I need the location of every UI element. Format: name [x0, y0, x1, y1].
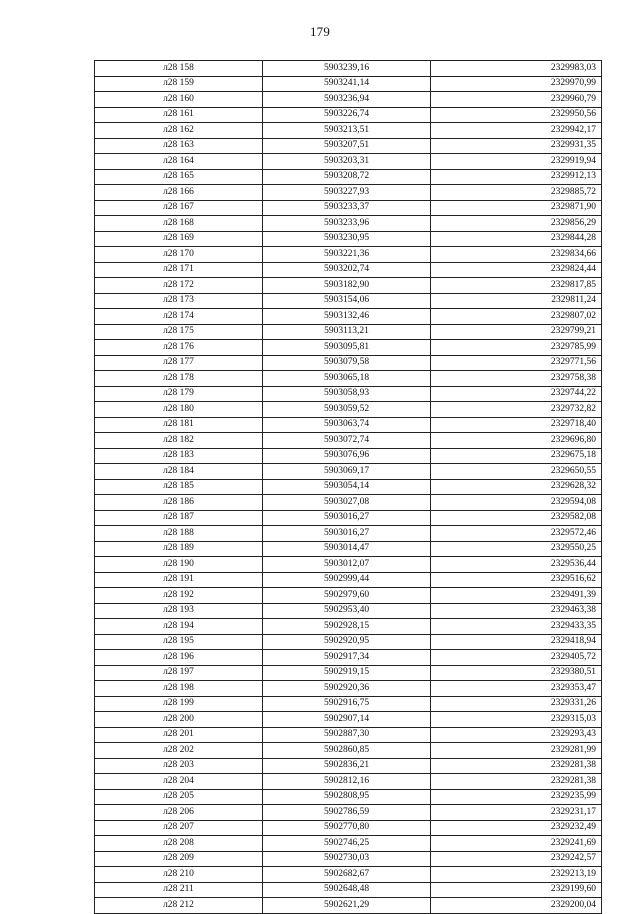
table-row [95, 743, 602, 759]
table-row [95, 634, 602, 650]
point-id-cell: л28 167 [95, 200, 263, 216]
point-id-cell: л28 161 [95, 107, 263, 123]
point-id-cell: л28 158 [95, 61, 263, 77]
x-coordinate-cell: 5903239,16 [263, 61, 431, 77]
point-id-cell: л28 183 [95, 448, 263, 464]
y-coordinate-cell: 2329834,66 [431, 247, 602, 263]
point-id-cell: л28 184 [95, 464, 263, 480]
x-coordinate-cell: 5902979,60 [263, 588, 431, 604]
x-coordinate-cell: 5903236,94 [263, 92, 431, 108]
table-row [95, 572, 602, 588]
x-coordinate-cell: 5903054,14 [263, 479, 431, 495]
point-id-cell: л28 203 [95, 758, 263, 774]
y-coordinate-cell: 2329950,56 [431, 107, 602, 123]
point-id-cell: л28 175 [95, 324, 263, 340]
y-coordinate-cell: 2329912,13 [431, 169, 602, 185]
y-coordinate-cell: 2329353,47 [431, 681, 602, 697]
x-coordinate-cell: 5903154,06 [263, 293, 431, 309]
y-coordinate-cell: 2329200,04 [431, 898, 602, 914]
point-id-cell: л28 181 [95, 417, 263, 433]
y-coordinate-cell: 2329771,56 [431, 355, 602, 371]
point-id-cell: л28 209 [95, 851, 263, 867]
table-row [95, 603, 602, 619]
y-coordinate-cell: 2329628,32 [431, 479, 602, 495]
point-id-cell: л28 198 [95, 681, 263, 697]
x-coordinate-cell: 5903241,14 [263, 76, 431, 92]
y-coordinate-cell: 2329919,94 [431, 154, 602, 170]
table-row [95, 293, 602, 309]
point-id-cell: л28 169 [95, 231, 263, 247]
point-id-cell: л28 210 [95, 867, 263, 883]
y-coordinate-cell: 2329572,46 [431, 526, 602, 542]
y-coordinate-cell: 2329235,99 [431, 789, 602, 805]
x-coordinate-cell: 5903014,47 [263, 541, 431, 557]
y-coordinate-cell: 2329785,99 [431, 340, 602, 356]
x-coordinate-cell: 5902907,14 [263, 712, 431, 728]
point-id-cell: л28 189 [95, 541, 263, 557]
y-coordinate-cell: 2329960,79 [431, 92, 602, 108]
point-id-cell: л28 212 [95, 898, 263, 914]
x-coordinate-cell: 5903059,52 [263, 402, 431, 418]
x-coordinate-cell: 5903069,17 [263, 464, 431, 480]
y-coordinate-cell: 2329871,90 [431, 200, 602, 216]
table-row [95, 107, 602, 123]
x-coordinate-cell: 5903182,90 [263, 278, 431, 294]
point-id-cell: л28 200 [95, 712, 263, 728]
x-coordinate-cell: 5903012,07 [263, 557, 431, 573]
x-coordinate-cell: 5903016,27 [263, 526, 431, 542]
coordinates-table-body [95, 61, 602, 914]
point-id-cell: л28 160 [95, 92, 263, 108]
table-row [95, 76, 602, 92]
point-id-cell: л28 173 [95, 293, 263, 309]
y-coordinate-cell: 2329550,25 [431, 541, 602, 557]
table-row [95, 371, 602, 387]
y-coordinate-cell: 2329433,35 [431, 619, 602, 635]
x-coordinate-cell: 5902916,75 [263, 696, 431, 712]
x-coordinate-cell: 5902621,29 [263, 898, 431, 914]
point-id-cell: л28 180 [95, 402, 263, 418]
x-coordinate-cell: 5902746,25 [263, 836, 431, 852]
table-row [95, 758, 602, 774]
y-coordinate-cell: 2329241,69 [431, 836, 602, 852]
x-coordinate-cell: 5902860,85 [263, 743, 431, 759]
y-coordinate-cell: 2329491,39 [431, 588, 602, 604]
x-coordinate-cell: 5902953,40 [263, 603, 431, 619]
table-row [95, 185, 602, 201]
y-coordinate-cell: 2329856,29 [431, 216, 602, 232]
y-coordinate-cell: 2329293,43 [431, 727, 602, 743]
x-coordinate-cell: 5903227,93 [263, 185, 431, 201]
table-row [95, 200, 602, 216]
point-id-cell: л28 193 [95, 603, 263, 619]
table-row [95, 588, 602, 604]
y-coordinate-cell: 2329758,38 [431, 371, 602, 387]
point-id-cell: л28 166 [95, 185, 263, 201]
y-coordinate-cell: 2329281,38 [431, 774, 602, 790]
y-coordinate-cell: 2329315,03 [431, 712, 602, 728]
y-coordinate-cell: 2329675,18 [431, 448, 602, 464]
x-coordinate-cell: 5903202,74 [263, 262, 431, 278]
x-coordinate-cell: 5903221,36 [263, 247, 431, 263]
point-id-cell: л28 179 [95, 386, 263, 402]
y-coordinate-cell: 2329242,57 [431, 851, 602, 867]
x-coordinate-cell: 5903203,31 [263, 154, 431, 170]
point-id-cell: л28 178 [95, 371, 263, 387]
y-coordinate-cell: 2329931,35 [431, 138, 602, 154]
y-coordinate-cell: 2329582,08 [431, 510, 602, 526]
y-coordinate-cell: 2329516,62 [431, 572, 602, 588]
point-id-cell: л28 174 [95, 309, 263, 325]
table-row [95, 247, 602, 263]
x-coordinate-cell: 5902682,67 [263, 867, 431, 883]
x-coordinate-cell: 5903113,21 [263, 324, 431, 340]
y-coordinate-cell: 2329744,22 [431, 386, 602, 402]
point-id-cell: л28 168 [95, 216, 263, 232]
point-id-cell: л28 195 [95, 634, 263, 650]
point-id-cell: л28 196 [95, 650, 263, 666]
y-coordinate-cell: 2329232,49 [431, 820, 602, 836]
table-row [95, 712, 602, 728]
table-row [95, 262, 602, 278]
table-row [95, 650, 602, 666]
table-row [95, 417, 602, 433]
y-coordinate-cell: 2329732,82 [431, 402, 602, 418]
point-id-cell: л28 177 [95, 355, 263, 371]
page-number: 179 [309, 24, 331, 39]
y-coordinate-cell: 2329405,72 [431, 650, 602, 666]
table-row [95, 61, 602, 77]
x-coordinate-cell: 5903063,74 [263, 417, 431, 433]
table-row [95, 557, 602, 573]
x-coordinate-cell: 5903233,96 [263, 216, 431, 232]
table-row [95, 727, 602, 743]
table-row [95, 805, 602, 821]
x-coordinate-cell: 5903208,72 [263, 169, 431, 185]
table-row [95, 402, 602, 418]
y-coordinate-cell: 2329331,26 [431, 696, 602, 712]
y-coordinate-cell: 2329199,60 [431, 882, 602, 898]
x-coordinate-cell: 5902919,15 [263, 665, 431, 681]
table-row [95, 448, 602, 464]
y-coordinate-cell: 2329970,99 [431, 76, 602, 92]
x-coordinate-cell: 5902920,36 [263, 681, 431, 697]
y-coordinate-cell: 2329281,99 [431, 743, 602, 759]
table-row [95, 479, 602, 495]
point-id-cell: л28 199 [95, 696, 263, 712]
point-id-cell: л28 182 [95, 433, 263, 449]
x-coordinate-cell: 5902836,21 [263, 758, 431, 774]
y-coordinate-cell: 2329650,55 [431, 464, 602, 480]
table-row [95, 898, 602, 914]
x-coordinate-cell: 5902770,80 [263, 820, 431, 836]
y-coordinate-cell: 2329799,21 [431, 324, 602, 340]
table-row [95, 355, 602, 371]
point-id-cell: л28 201 [95, 727, 263, 743]
x-coordinate-cell: 5903065,18 [263, 371, 431, 387]
point-id-cell: л28 202 [95, 743, 263, 759]
y-coordinate-cell: 2329817,85 [431, 278, 602, 294]
x-coordinate-cell: 5902808,95 [263, 789, 431, 805]
table-row [95, 882, 602, 898]
y-coordinate-cell: 2329231,17 [431, 805, 602, 821]
x-coordinate-cell: 5903207,51 [263, 138, 431, 154]
table-row [95, 495, 602, 511]
x-coordinate-cell: 5903016,27 [263, 510, 431, 526]
x-coordinate-cell: 5902786,59 [263, 805, 431, 821]
y-coordinate-cell: 2329824,44 [431, 262, 602, 278]
point-id-cell: л28 176 [95, 340, 263, 356]
y-coordinate-cell: 2329811,24 [431, 293, 602, 309]
point-id-cell: л28 211 [95, 882, 263, 898]
table-row [95, 665, 602, 681]
table-row [95, 154, 602, 170]
point-id-cell: л28 162 [95, 123, 263, 139]
table-row [95, 541, 602, 557]
x-coordinate-cell: 5902812,16 [263, 774, 431, 790]
point-id-cell: л28 172 [95, 278, 263, 294]
point-id-cell: л28 171 [95, 262, 263, 278]
x-coordinate-cell: 5903079,58 [263, 355, 431, 371]
x-coordinate-cell: 5903230,95 [263, 231, 431, 247]
table-row [95, 309, 602, 325]
x-coordinate-cell: 5902917,34 [263, 650, 431, 666]
y-coordinate-cell: 2329696,80 [431, 433, 602, 449]
x-coordinate-cell: 5903072,74 [263, 433, 431, 449]
table-row [95, 510, 602, 526]
table-row [95, 789, 602, 805]
point-id-cell: л28 204 [95, 774, 263, 790]
point-id-cell: л28 187 [95, 510, 263, 526]
y-coordinate-cell: 2329463,38 [431, 603, 602, 619]
table-row [95, 851, 602, 867]
x-coordinate-cell: 5902648,48 [263, 882, 431, 898]
table-row [95, 231, 602, 247]
y-coordinate-cell: 2329885,72 [431, 185, 602, 201]
point-id-cell: л28 188 [95, 526, 263, 542]
y-coordinate-cell: 2329536,44 [431, 557, 602, 573]
y-coordinate-cell: 2329380,51 [431, 665, 602, 681]
point-id-cell: л28 159 [95, 76, 263, 92]
table-row [95, 867, 602, 883]
x-coordinate-cell: 5902730,03 [263, 851, 431, 867]
point-id-cell: л28 191 [95, 572, 263, 588]
x-coordinate-cell: 5903058,93 [263, 386, 431, 402]
point-id-cell: л28 206 [95, 805, 263, 821]
table-row [95, 123, 602, 139]
x-coordinate-cell: 5903213,51 [263, 123, 431, 139]
table-row [95, 169, 602, 185]
table-row [95, 681, 602, 697]
table-row [95, 820, 602, 836]
coordinates-table [94, 60, 602, 914]
y-coordinate-cell: 2329718,40 [431, 417, 602, 433]
x-coordinate-cell: 5903076,96 [263, 448, 431, 464]
point-id-cell: л28 165 [95, 169, 263, 185]
point-id-cell: л28 208 [95, 836, 263, 852]
point-id-cell: л28 207 [95, 820, 263, 836]
table-row [95, 216, 602, 232]
table-row [95, 138, 602, 154]
y-coordinate-cell: 2329942,17 [431, 123, 602, 139]
point-id-cell: л28 164 [95, 154, 263, 170]
x-coordinate-cell: 5902928,15 [263, 619, 431, 635]
table-row [95, 619, 602, 635]
table-row [95, 774, 602, 790]
x-coordinate-cell: 5903226,74 [263, 107, 431, 123]
x-coordinate-cell: 5902920,95 [263, 634, 431, 650]
table-row [95, 340, 602, 356]
point-id-cell: л28 163 [95, 138, 263, 154]
table-row [95, 92, 602, 108]
point-id-cell: л28 190 [95, 557, 263, 573]
x-coordinate-cell: 5903027,08 [263, 495, 431, 511]
table-row [95, 836, 602, 852]
point-id-cell: л28 205 [95, 789, 263, 805]
point-id-cell: л28 186 [95, 495, 263, 511]
y-coordinate-cell: 2329281,38 [431, 758, 602, 774]
y-coordinate-cell: 2329418,94 [431, 634, 602, 650]
table-row [95, 464, 602, 480]
point-id-cell: л28 170 [95, 247, 263, 263]
table-row [95, 324, 602, 340]
x-coordinate-cell: 5903095,81 [263, 340, 431, 356]
y-coordinate-cell: 2329844,28 [431, 231, 602, 247]
table-row [95, 433, 602, 449]
x-coordinate-cell: 5902887,30 [263, 727, 431, 743]
y-coordinate-cell: 2329213,19 [431, 867, 602, 883]
table-row [95, 278, 602, 294]
table-row [95, 526, 602, 542]
point-id-cell: л28 192 [95, 588, 263, 604]
x-coordinate-cell: 5902999,44 [263, 572, 431, 588]
point-id-cell: л28 194 [95, 619, 263, 635]
x-coordinate-cell: 5903233,37 [263, 200, 431, 216]
point-id-cell: л28 185 [95, 479, 263, 495]
table-row [95, 696, 602, 712]
point-id-cell: л28 197 [95, 665, 263, 681]
y-coordinate-cell: 2329594,08 [431, 495, 602, 511]
y-coordinate-cell: 2329983,03 [431, 61, 602, 77]
table-row [95, 386, 602, 402]
x-coordinate-cell: 5903132,46 [263, 309, 431, 325]
y-coordinate-cell: 2329807,02 [431, 309, 602, 325]
